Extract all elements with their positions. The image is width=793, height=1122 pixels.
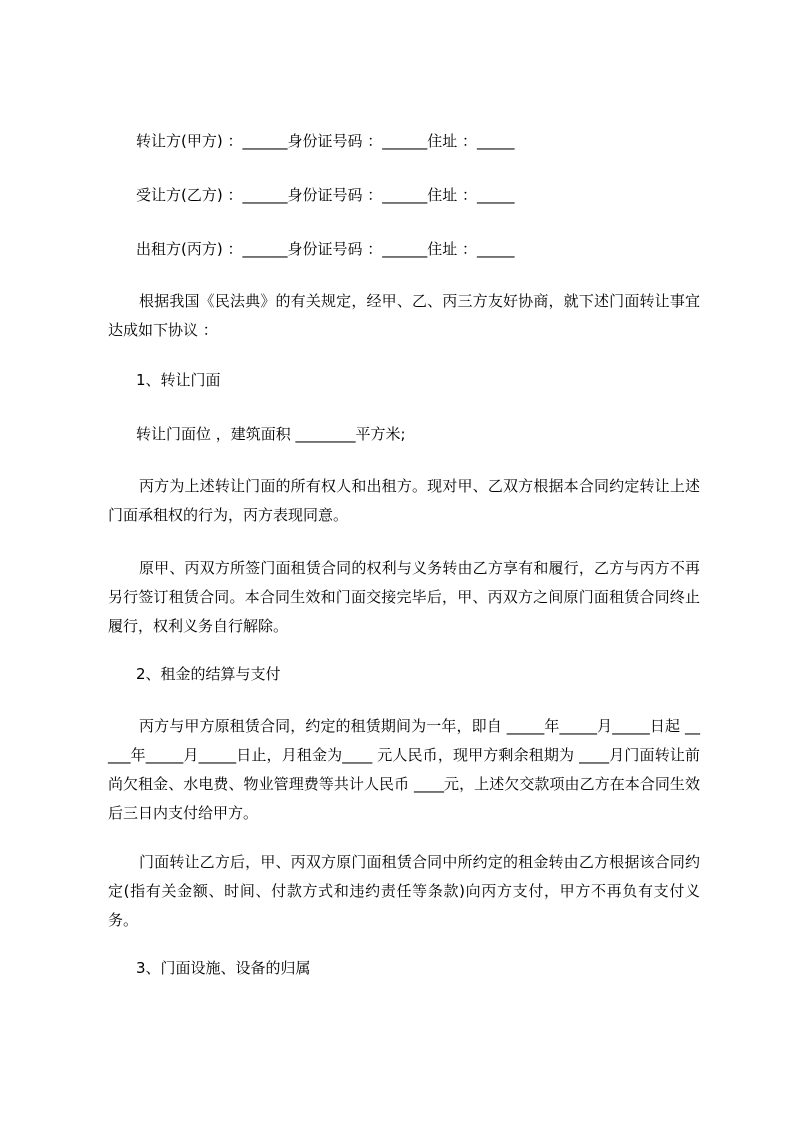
section-2-paragraph-1: 丙方与甲方原租赁合同，约定的租赁期间为一年，即自 _____年_____月_____日起 _____年_____月_____日止，月租金为____ 元人民币，现甲方剩余租期为 ____月门面转让前尚欠租金、水电费、物业管理费等共计人民币 ____元，上述欠交款项由乙方在本合同生效后三日内支付给甲方。: [108, 717, 700, 822]
shop-location-line: 转让门面位 ，建筑面积 ________平方米;: [136, 425, 406, 443]
section-1-paragraph-2: 原甲、丙双方所签门面租赁合同的权利与义务转由乙方享有和履行，乙方与丙方不再另行签订租赁合同。本合同生效和门面交接完毕后，甲、丙双方之间原门面租赁合同终止履行，权利义务自行解除。: [108, 559, 700, 635]
intro-paragraph: 根据我国《民法典》的有关规定，经甲、乙、丙三方友好协商，就下述门面转让事宜达成如下协议 ：: [108, 292, 700, 339]
transferee-line: 受让方(乙方) ：______身份证号码 ：______住址 ：_____: [136, 186, 515, 204]
section-2-heading: 2、租金的结算与支付: [136, 665, 281, 683]
section-2-paragraph-2: 门面转让乙方后，甲、丙双方原门面租赁合同中所约定的租金转由乙方根据该合同约定(指有关金额、时间、付款方式和违约责任等条款)向丙方支付，甲方不再负有支付义务。: [108, 853, 700, 929]
section-1-paragraph-1: 丙方为上述转让门面的所有权人和出租方。现对甲、乙双方根据本合同约定转让上述门面承租权的行为，丙方表现同意。: [108, 477, 700, 524]
section-3-heading: 3、门面设施、设备的归属: [136, 959, 311, 977]
section-1-heading: 1、转让门面: [136, 371, 221, 389]
transferor-line: 转让方(甲方) ：______身份证号码 ：______住址 ：_____: [136, 132, 515, 150]
lessor-line: 出租方(丙方) ：______身份证号码 ：______住址 ：_____: [136, 240, 515, 258]
